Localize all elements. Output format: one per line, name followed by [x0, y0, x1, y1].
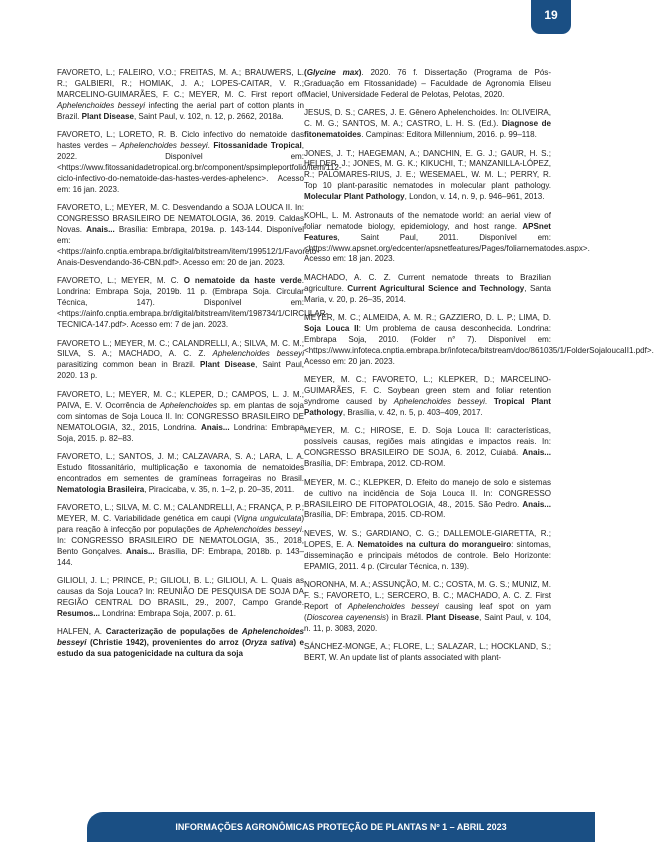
- reference-entry: [304, 478, 551, 522]
- reference-text: , Saint Paul, 2020. 13 p.: [57, 360, 304, 381]
- reference-text: Anais...: [86, 225, 115, 235]
- reference-text: HALFEN, A.: [57, 627, 106, 637]
- reference-text: ) para reação à infecção por populações de: [57, 514, 304, 534]
- reference-text: Brasília, DF: Embrapa, 2018b. p. 143–144.: [57, 546, 304, 567]
- reference-text: .: [207, 141, 214, 151]
- reference-text: Nematoides na cultura do morangueiro: [357, 539, 512, 549]
- reference-text: Aphelenchoides besseyi: [212, 349, 304, 359]
- reference-text: Londrina: Embrapa Soja, 2015. p. 82–83.: [57, 422, 304, 443]
- reference-entry: [304, 210, 590, 266]
- reference-text: Nematologia Brasileira: [57, 484, 145, 494]
- reference-text: parasitizing common bean in Brazil.: [57, 360, 201, 370]
- reference-text: Aphelenchoides: [159, 400, 218, 410]
- reference-text: . In: CONGRESSO BRASILEIRO DE NEMATOLOGIA, 35., 2018, Bento Gonçalves.: [57, 525, 304, 556]
- reference-text: , Brasília, v. 42, n. 5, p. 403–409, 2017.: [342, 408, 483, 418]
- reference-text: Vigna unguiculata: [236, 514, 302, 524]
- reference-text: JESUS, D. S.; CARES, J. E. Gênero Aphelenchoides. In: OLIVEIRA, C. M. G.; SANTOS, M. A.; CASTRO, L. H. S. (Ed.).: [304, 108, 551, 129]
- reference-text: FAVORETO, L.; MEYER, M. C. Desvendando a SOJA LOUCA II. In: CONGRESSO BRASILEIRO DE NEMATOLOGIA, 36. 2019. Caldas Novas.: [57, 203, 304, 235]
- reference-entry: [304, 529, 551, 573]
- reference-entry: [57, 68, 304, 123]
- reference-text: FAVORETO, L.; FALEIRO, V.O.; FREITAS, M. A.; BRAUWERS, L. R.; GALBIERI, R.; HOMIAK, J. A.; LOPES-CAITAR, V. R.; MARCELINO-GUIMARÃES, F. C.; MEYER, M. C. First report of: [57, 68, 304, 99]
- reference-text: Anais...: [200, 422, 230, 432]
- reference-text: NORONHA, M. A.; ASSUNÇÃO, M. C.; COSTA, M. G. S.; MUNIZ, M. F. S.; FAVORETO, L.; SERCERO, B. C.; MACHADO, A. C. Z. First Report of: [304, 580, 551, 611]
- reference-text: JONES, J. T.; HAEGEMAN, A.; DANCHIN, E. G. J.; GAUR, H. S.; HELDER, J.; JONES, M. G. K.; KIKUCHI, T.; MANZANILLA-LÓPEZ, R.; PALOMARES-RIUS, J. E.; WESEMAEL, W. M. L.; PERRY, R. Top 10 plant-parasitic nematodes in molecular plant pathology.: [304, 148, 551, 191]
- reference-text: Brasília: Embrapa, 2019a. p. 143-144. Disponível em: <https://ainfo.cnptia.embrapa.br/digital/bitstream/item/199512/1/Favoreto-Anais-Desvendando-36-CBN.pdf>. Acesso em: 20 de jan. 2023.: [57, 225, 319, 268]
- reference-entry: [304, 313, 654, 368]
- reference-text: . 2020. 76 f. Dissertação (Programa de Pós-Graduação em Fitossanidade) – Faculdade de Agronomia Eliseu Maciel, Universidade Federal de Pelotas, Pelotas, 2020.: [304, 68, 551, 99]
- reference-text: causing leaf spot on yam (: [304, 601, 551, 622]
- reference-text: Caracterização de populações de: [105, 627, 242, 637]
- reference-text: ) e estudo da sua patogenicidade na cultura da soja: [57, 638, 304, 659]
- reference-text: , Saint Paul, v. 104, n. 11, p. 3083, 2020.: [304, 612, 551, 633]
- page-number: 19: [544, 8, 558, 22]
- reference-text: FAVORETO, L.; MEYER, M. C.: [57, 276, 184, 286]
- reference-text: MEYER, M. C.; HIROSE, E. D. Soja Louca II: características, possíveis causas, regiões mais atingidas e impactos reais. In: CONGRESSO BRASILEIRO DE SOJA, 6. 2012, Cuiabá.: [304, 426, 551, 458]
- reference-text: Aphelenchoides besseyi: [214, 525, 302, 534]
- reference-entry: [57, 130, 342, 196]
- reference-text: Resumos...: [57, 609, 100, 619]
- reference-entry: [304, 68, 551, 101]
- reference-text: Aphelenchoides besseyi: [393, 397, 485, 407]
- reference-text: Current Agricultural Science and Technology: [347, 283, 525, 293]
- reference-text: Tropical Plant Pathology: [304, 397, 551, 418]
- reference-text: Fitossanidade Tropical: [213, 141, 302, 151]
- reference-text: , Piracicaba, v. 35, n. 1–2, p. 20–35, 2011.: [144, 484, 295, 494]
- page-number-badge: [531, 0, 571, 34]
- reference-text: Aphelenchoides besseyi: [347, 601, 439, 611]
- reference-text: FAVORETO L.; MEYER, M. C.; CALANDRELLI, A.; SILVA, M. C. M.; SILVA, S. A.; MACHADO, A. C. Z.: [57, 338, 304, 359]
- reference-text: APSnet Features: [304, 221, 551, 242]
- reference-entry: [57, 503, 304, 569]
- reference-text: , Saint Paul, 2011. Disponível em: <https://www.apsnet.org/edcenter/apsnetfeatures/Pages/foliarnematodes.aspx>. Acesso em: 18 jan. 2023.: [304, 232, 590, 264]
- reference-text: Glycine max: [306, 68, 359, 77]
- reference-text: MEYER, M. C.; ALMEIDA, A. M. R.; GAZZIERO, D. L. P.; LIMA, D.: [304, 313, 551, 323]
- footer-text: INFORMAÇÕES AGRONÔMICAS PROTEÇÃO DE PLANTAS Nº 1 – ABRIL 2023: [175, 822, 507, 832]
- reference-text: Plant Disease: [200, 360, 256, 370]
- reference-entry: [304, 108, 551, 141]
- reference-text: . Campinas: Editora Millennium, 2016. p. 99–118.: [361, 130, 537, 140]
- reference-text: FAVORETO, L.; MEYER, M. C.; KLEPER, D.; CAMPOS, L. J. M.; PAIVA, E. V. Ocorrência de: [57, 389, 304, 410]
- reference-text: sp. em plantas de soja com sintomas de Soja Louca II. In: CONGRESSO BRASILEIRO DE NEMATOLOGIA, 32., 2015, Londrina.: [57, 400, 304, 432]
- reference-text: , 2022. Disponível em: <https://www.fitossanidadetropical.org.br/component/spsimpleportfolio/item/112-ciclo-infectivo-do-nematoide-das-hastes-verdes-aphelenc>. Acesso em: 16 jan. 2023.: [57, 141, 342, 194]
- reference-entry: [57, 627, 304, 660]
- reference-text: .: [484, 397, 494, 407]
- reference-entry: [304, 426, 551, 470]
- reference-text: (: [304, 68, 307, 77]
- reference-text: Plant Disease: [81, 111, 134, 121]
- reference-text: MEYER, M. C.; FAVORETO, L.; KLEPKER, D.; MARCELINO-GUIMARÃES, F. C. Soybean green stem and foliar retention syndrome caused by: [304, 375, 551, 407]
- reference-entry: [57, 203, 319, 269]
- reference-text: KOHL, L. M. Astronauts of the nematode world: an aerial view of foliar nematode biology, epidemiology, and host range.: [304, 210, 551, 231]
- reference-text: FAVORETO, L.; SILVA, M. C. M.; CALANDRELLI, A.; FRANÇA, P. P.; MEYER, M. C. Variabilidade genética em caupi (: [57, 503, 304, 524]
- reference-text: ) in Brazil.: [386, 612, 427, 622]
- reference-text: Aphelenchoides besseyi: [119, 141, 208, 151]
- reference-text: NEVES, W. S.; GARDIANO, C. G.; DALLEMOLE-GIARETTA, R.; LOPES, E. A.: [304, 528, 551, 549]
- reference-text: infecting the aerial part of cotton plants in Brazil.: [57, 100, 304, 121]
- reference-text: (Christie 1942), provenientes do arroz (: [86, 638, 245, 648]
- reference-entry: [304, 642, 551, 664]
- reference-text: SÁNCHEZ-MONGE, A.; FLORE, L.; SALAZAR, L.; HOCKLAND, S.; BERT, W. An update list of plants associated with plant-: [304, 642, 551, 663]
- reference-text: Aphelenchoides besseyi: [57, 100, 146, 110]
- reference-text: : sintomas, disseminação e principais métodos de controle. Belo Horizonte: EPAMIG, 2011. 4 p. (Circular Técnica, n. 139).: [304, 539, 551, 571]
- reference-text: O nematoide da haste verde: [183, 276, 302, 286]
- reference-text: , Santa Maria, v. 20, p. 26–35, 2014.: [304, 283, 551, 304]
- reference-text: , London, v. 14, n. 9, p. 946–961, 2013.: [404, 192, 545, 202]
- reference-text: Brasília, DF: Embrapa, 2015. CD-ROM.: [304, 510, 446, 520]
- reference-text: MACHADO, A. C. Z. Current nematode threats to Brazilian agriculture.: [304, 272, 551, 293]
- reference-entry: [304, 273, 551, 306]
- reference-text: MEYER, M. C.; KLEPKER, D. Efeito do manejo de solo e sistemas de cultivo na incidência de Soja Louca II. In: CONGRESSO BRASILEIRO DE FITOPATOLOGIA, 48., 2015. São Pedro.: [304, 477, 551, 509]
- reference-entry: [57, 390, 304, 445]
- reference-entry: [57, 452, 304, 496]
- reference-text: . Londrina: Embrapa Soja, 2019b. 11 p. (Embrapa Soja. Circular Técnica, 147). Disponível em: <https://ainfo.cnptia.embrapa.br/digital/bitstream/item/198734/1/CIRCULAR-TECNICA-147.pdf>. Acesso em: 7 de jan. 2023.: [57, 276, 329, 330]
- reference-text: Plant Disease: [426, 612, 480, 622]
- reference-text: ): [358, 68, 362, 77]
- reference-text: Anais...: [522, 448, 551, 458]
- reference-entry: [304, 580, 551, 635]
- reference-text: Londrina: Embrapa Soja, 2007. p. 61.: [99, 609, 236, 619]
- reference-entry: [57, 276, 329, 331]
- reference-text: Diagnose de fitonematoides: [304, 119, 551, 140]
- right-column: [304, 68, 654, 671]
- reference-text: FAVORETO, L.; LORETO, R. B. Ciclo infectivo do nematoide das hastes verdes –: [57, 130, 304, 151]
- reference-text: Molecular Plant Pathology: [304, 192, 405, 202]
- reference-entry: [304, 149, 551, 204]
- reference-text: : Um problema de causa desconhecida. Londrina: Embrapa Soja, 2010. (Folder n° 7). Disponível em: <https://www.infoteca.cnptia.embrapa.br/infoteca/bitstream/doc/861035/1/FolderSojaloucaII1.pdf>. Acesso em: 20 jan. 2023.: [304, 324, 654, 366]
- reference-text: Soja Louca II: [304, 324, 359, 334]
- reference-text: Oryza sativa: [244, 638, 294, 648]
- reference-entry: [57, 339, 304, 383]
- reference-entry: [304, 375, 551, 419]
- reference-text: Anais...: [522, 499, 551, 509]
- footer-banner: [87, 812, 595, 842]
- reference-text: Dioscorea cayenensis: [306, 612, 387, 622]
- reference-text: , Saint Paul, v. 102, n. 12, p. 2662, 2018a.: [133, 111, 284, 121]
- reference-text: FAVORETO, L.; SANTOS, J. M.; CALZAVARA, S. A.; LARA, L. A. Estudo fitossanitário, multiplicação e taxonomia de nematoides encontrados em sementes de gramíneas forrageiras no Brasil.: [57, 451, 304, 483]
- reference-text: Brasília, DF: Embrapa, 2012. CD-ROM.: [304, 459, 446, 469]
- reference-text: Aphelenchoides besseyi: [57, 627, 304, 648]
- reference-text: Anais...: [126, 546, 155, 556]
- reference-text: GILIOLI, J. L.; PRINCE, P.; GILIOLI, B. L.; GILIOLI, A. L. Quais as causas da Soja Louca? In: REUNIÃO DE PESQUISA DE SOJA DA REGIÃO CENTRAL DO BRASIL, 29., 2007, Campo Grande.: [57, 576, 304, 608]
- reference-entry: [57, 576, 304, 620]
